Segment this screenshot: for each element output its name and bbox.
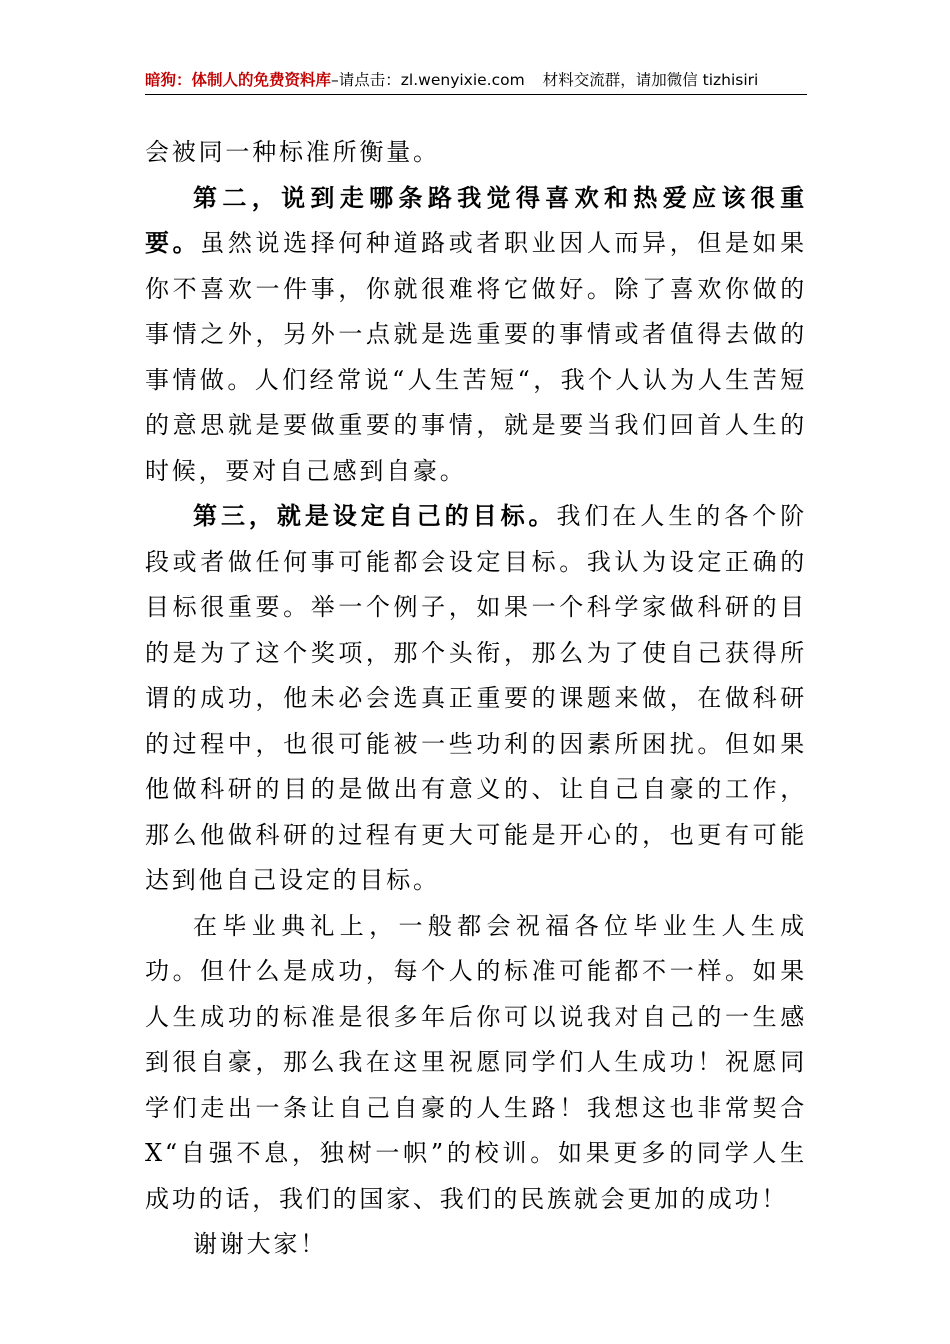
document-body bbox=[145, 130, 807, 1268]
header-link[interactable]: zl.wenyixie.com bbox=[400, 71, 525, 89]
header-brand: 暗狗：体制人的免费资料库 bbox=[145, 71, 332, 89]
paragraph-continuation: 会被同一种标准所衡量。 bbox=[145, 138, 440, 166]
paragraph-text: 我们在人生的各个阶段或者做任何事可能都会设定目标。我认为设定正确的目标很重要。举一个例子，如果一个科学家做科研的目的是为了这个奖项，那个头衔，那么为了使自己获得所谓的成功，他未必会选真正重要的课题来做，在做科研的过程中，也很可能被一些功利的因素所困扰。但如果他做科研的目的是做出有意义的、让自己自豪的工作，那么他做科研的过程有更大可能是开心的，也更有可能达到他自己设定的目标。 bbox=[145, 502, 807, 894]
header-wechat: 材料交流群，请加微信 tizhisiri bbox=[542, 71, 759, 89]
paragraph-heading: 第二，说到走哪条路我觉得喜欢和热爱应该很重要。 bbox=[145, 183, 807, 257]
paragraph-closing: 在毕业典礼上，一般都会祝福各位毕业生人生成功。但什么是成功，每个人的标准可能都不一样。如果人生成功的标准是很多年后你可以说我对自己的一生感到很自豪，那么我在这里祝愿同学们人生成功！祝愿同学们走出一条让自己自豪的人生路！我想这也非常契合 X“自强不息，独树一帜”的校训。如果更多的同学人生成功的话，我们的国家、我们的民族就会更加的成功！ bbox=[145, 911, 807, 1213]
paragraph-third-point bbox=[145, 494, 807, 904]
paragraph-text: 虽然说选择何种道路或者职业因人而异，但是如果你不喜欢一件事，你就很难将它做好。除了喜欢你做的事情之外，另外一点就是选重要的事情或者值得去做的事情做。人们经常说“人生苦短“，我个人认为人生苦短的意思就是要做重要的事情，就是要当我们回首人生的时候，要对自己感到自豪。 bbox=[145, 229, 807, 485]
paragraph-second-point bbox=[145, 176, 807, 495]
paragraph-thanks: 谢谢大家！ bbox=[193, 1230, 327, 1258]
header-click-prefix: –请点击： bbox=[331, 71, 401, 89]
paragraph-heading: 第三，就是设定自己的目标。 bbox=[193, 502, 557, 530]
page-header bbox=[145, 66, 807, 95]
